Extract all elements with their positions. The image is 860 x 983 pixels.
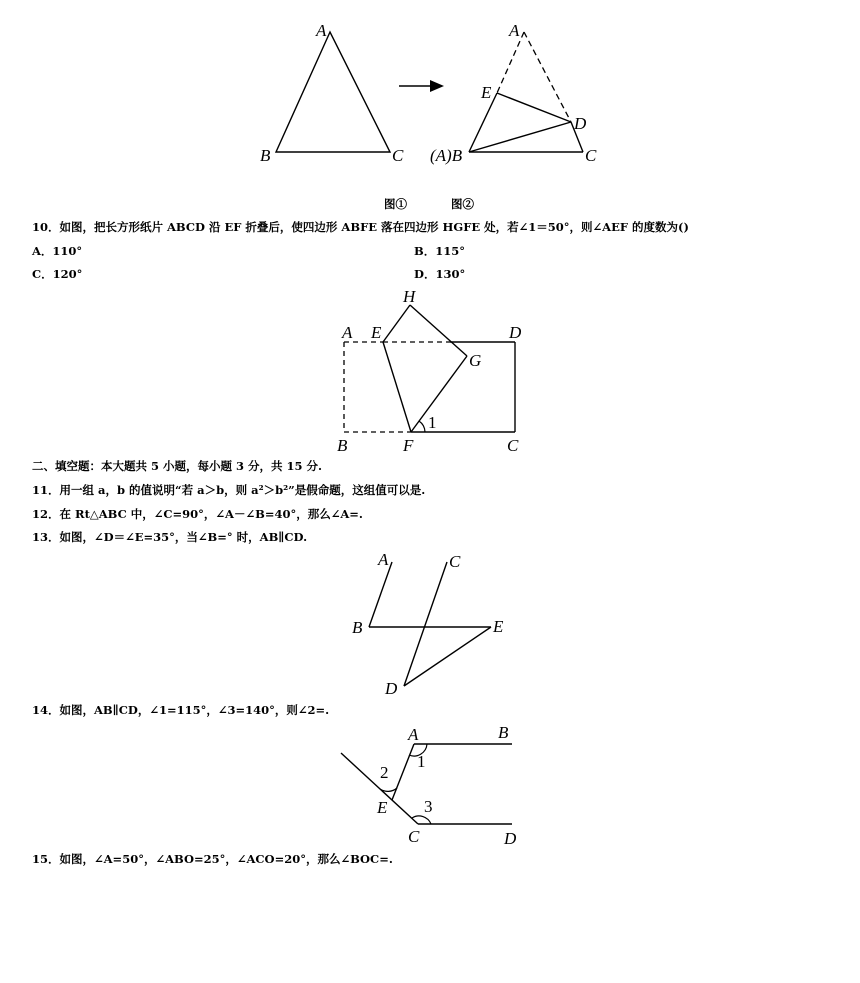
- label-a: A: [342, 323, 353, 342]
- parallel-z-figure: [345, 548, 520, 700]
- section-2-heading: 二、填空题：本大题共 5 小题，每小题 3 分，共 15 分.: [32, 459, 323, 473]
- label-g: G: [469, 351, 482, 370]
- angle-3-arc: [412, 816, 431, 824]
- label-angle-1: 1: [428, 413, 437, 432]
- label-a-right: A: [509, 21, 520, 40]
- option-b[interactable]: B．115°: [414, 244, 465, 258]
- label-angle-2: 2: [380, 763, 389, 782]
- segment-ef: [383, 342, 411, 432]
- question-10-stem: 10．如图，把长方形纸片 ABCD 沿 EF 折叠后，使四边形 ABFE 落在四边形 HGFE 处，若∠1＝50°，则∠AEF 的度数为(): [32, 220, 689, 234]
- segment-hg: [410, 305, 467, 356]
- caption-figure-2: 图②: [451, 197, 474, 211]
- label-b: B: [352, 618, 363, 637]
- label-h: H: [403, 287, 416, 306]
- label-c: C: [408, 827, 420, 846]
- question-12: 12．在 Rt△ABC 中，∠C=90°，∠A－∠B=40°，那么∠A=.: [32, 507, 363, 521]
- label-c-left: C: [392, 146, 404, 165]
- segment-ed: [497, 93, 571, 122]
- dashed-ae: [497, 32, 524, 93]
- label-angle-3: 3: [424, 797, 433, 816]
- label-d: D: [509, 323, 522, 342]
- label-d-right: D: [574, 114, 587, 133]
- question-15: 15．如图，∠A=50°，∠ABO=25°，∠ACO=20°，那么∠BOC=.: [32, 852, 393, 866]
- transversal-figure: [335, 718, 525, 852]
- label-a-left: A: [316, 21, 327, 40]
- label-c: C: [449, 552, 461, 571]
- option-a[interactable]: A．110°: [32, 244, 83, 258]
- question-14-stem: 14．如图，AB∥CD，∠1=115°，∠3=140°，则∠2=.: [32, 703, 330, 717]
- arrow-head: [430, 80, 444, 92]
- label-a: A: [408, 725, 419, 744]
- label-d: D: [504, 829, 517, 848]
- fold-triangle-figure: [250, 18, 620, 173]
- option-c[interactable]: C．120°: [32, 267, 83, 281]
- label-e: E: [377, 798, 388, 817]
- folded-rectangle-figure: [330, 284, 530, 456]
- caption-figure-1: 图①: [384, 197, 407, 211]
- label-c-right: C: [585, 146, 597, 165]
- segment-ae: [392, 744, 414, 800]
- label-f: F: [403, 436, 414, 455]
- option-d[interactable]: D．130°: [414, 267, 466, 281]
- label-b: B: [337, 436, 348, 455]
- label-c: C: [507, 436, 519, 455]
- label-a: A: [378, 550, 389, 569]
- label-b-left: B: [260, 146, 271, 165]
- triangle-abc: [276, 32, 390, 152]
- question-13-stem: 13．如图，∠D＝∠E=35°，当∠B=° 时，AB∥CD.: [32, 530, 308, 544]
- dashed-ad: [524, 32, 571, 122]
- angle-1-arc: [419, 421, 425, 432]
- segment-bd: [469, 122, 571, 152]
- label-d: D: [385, 679, 398, 698]
- label-angle-1: 1: [417, 752, 426, 771]
- label-e-right: E: [481, 83, 492, 102]
- label-e: E: [371, 323, 382, 342]
- label-b: B: [498, 723, 509, 742]
- segment-ab: [369, 562, 392, 627]
- segment-ed: [404, 627, 491, 686]
- label-e: E: [493, 617, 504, 636]
- question-11: 11．用一组 a，b 的值说明“若 a＞b，则 a²＞b²”是假命题，这组值可以是.: [32, 483, 426, 497]
- angle-2-arc: [380, 788, 397, 791]
- label-ab-right: (A)B: [430, 146, 463, 165]
- segment-cd: [404, 562, 447, 686]
- segment-eh: [383, 305, 410, 342]
